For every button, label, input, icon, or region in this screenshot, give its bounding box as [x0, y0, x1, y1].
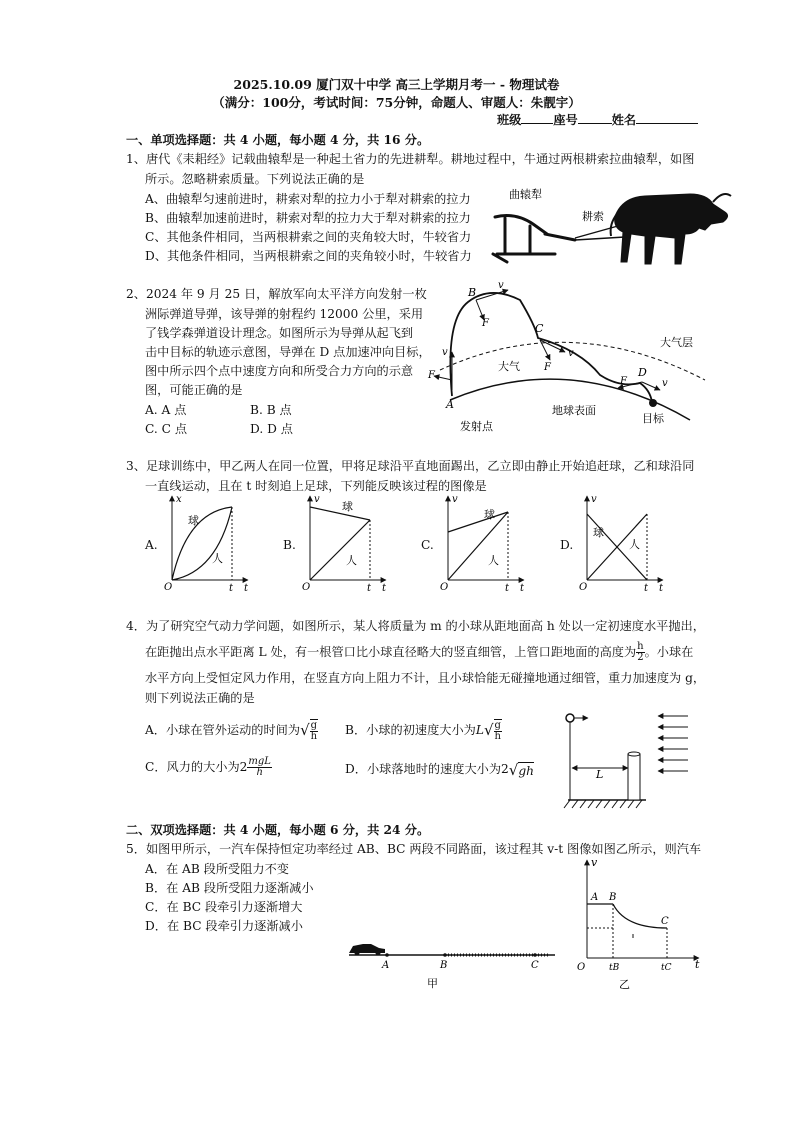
svg-text:L: L: [596, 768, 604, 781]
q5-option-c[interactable]: C．在 BC 段牵引力逐渐增大: [145, 900, 303, 914]
q3-graph-b: [300, 492, 390, 592]
atmosphere-layer-label: 大气层: [660, 336, 693, 349]
exam-title: 2025.10.09 厦门双十中学 高三上学期月考一 - 物理试卷: [233, 77, 560, 92]
svg-text:tC: tC: [661, 963, 672, 973]
svg-text:t: t: [505, 583, 510, 594]
name-blank[interactable]: [636, 111, 698, 124]
svg-text:人: 人: [488, 554, 499, 567]
q1-stem-line1: 1、唐代《耒耜经》记载曲辕犁是一种起土省力的先进耕犁。耕地过程中，牛通过两根耕索拉曲辕犁，如图: [126, 152, 695, 166]
earth-surface-label: 地球表面: [552, 404, 596, 417]
svg-text:t: t: [659, 583, 664, 594]
target-label: 目标: [642, 412, 664, 425]
q1-stem-line2: 所示。忽略耕索质量。下列说法正确的是: [145, 172, 365, 186]
q4-stem-line4: 则下列说法正确的是: [145, 691, 255, 705]
svg-text:t: t: [695, 958, 700, 971]
svg-text:v: v: [591, 856, 598, 869]
q5-stem: 5．如图甲所示，一汽车保持恒定功率经过 AB、BC 两段不同路面，该过程其 v-t 图像如图乙所示，则汽车: [126, 842, 702, 856]
svg-text:球: 球: [593, 526, 604, 539]
q4-option-d[interactable]: D．小球落地时的速度大小为2√gh: [345, 760, 535, 779]
svg-text:乙: 乙: [619, 978, 630, 991]
svg-text:O: O: [440, 582, 449, 593]
q3-graph-d: [577, 492, 667, 592]
svg-text:人: 人: [629, 538, 640, 551]
q4-stem-line1: 4．为了研究空气动力学问题，如图所示，某人将质量为 m 的小球从距地面高 h 处以一定初速度水平抛出，: [126, 619, 705, 633]
class-label: 班级: [497, 113, 522, 127]
q2-stem-line3: 了钱学森弹道设计理念。如图所示为导弹从起飞到: [145, 326, 414, 340]
point-b-label: B: [468, 286, 477, 299]
atmosphere-label: 大气: [498, 360, 520, 373]
q2-stem-line2: 洲际弹道导弹，该导弹的射程约 12000 公里，采用: [145, 307, 424, 321]
svg-text:人: 人: [212, 552, 223, 565]
q1-rope-label: 耕索: [582, 210, 604, 223]
q1-option-c[interactable]: C、其他条件相同，当两根耕索之间的夹角较大时，牛较省力: [145, 230, 472, 244]
target-point: [649, 399, 657, 407]
q3-graph-c: [438, 492, 528, 592]
car-icon: [349, 944, 385, 956]
seat-label: 座号: [553, 113, 578, 127]
svg-text:t: t: [229, 583, 234, 594]
q1-option-d[interactable]: D、其他条件相同，当两根耕索之间的夹角较小时，牛较省力: [145, 249, 472, 263]
svg-text:A: A: [382, 960, 390, 971]
ball-icon: [566, 714, 574, 722]
svg-text:球: 球: [484, 508, 495, 521]
exam-subtitle: （满分：100分，考试时间：75分钟，命题人、审题人：朱靓宇）: [212, 95, 581, 110]
section1-heading: 一、单项选择题：共 4 小题，每小题 4 分，共 16 分。: [126, 133, 430, 147]
q2-stem-line1: 2、2024 年 9 月 25 日，解放军向太平洋方向发射一枚: [126, 287, 427, 301]
fraction-h-over-2: $\frac{h}{2}$: [637, 641, 644, 663]
svg-text:O: O: [577, 962, 586, 973]
class-blank[interactable]: [521, 111, 553, 124]
svg-text:tB: tB: [609, 963, 620, 973]
q3-stem-line2: 一直线运动，且在 t 时刻追上足球，下列能反映该过程的图像是: [145, 479, 487, 493]
q5-vt-graph-yi: [575, 856, 705, 996]
q4-option-c[interactable]: C．风力的大小为2 $\frac{\text{mgL}}{h}$: [145, 756, 271, 778]
q3-option-c[interactable]: C.: [421, 538, 434, 552]
svg-text:O: O: [302, 582, 311, 593]
q4-tube-figure: [560, 708, 700, 813]
section2-heading: 二、双项选择题：共 4 小题，每小题 6 分，共 24 分。: [126, 823, 430, 837]
q2-option-a[interactable]: A. A 点: [145, 403, 187, 417]
v-label-b: v: [498, 280, 504, 291]
q5-option-d[interactable]: D．在 BC 段牵引力逐渐减小: [145, 919, 303, 933]
q1-plow-ox-figure: [485, 182, 735, 272]
q4-option-a[interactable]: A．小球在管外运动的时间为√ $\frac{g}{h}$: [145, 720, 318, 742]
q3-option-d[interactable]: D.: [560, 538, 574, 552]
q1-plow-label: 曲辕犁: [509, 188, 542, 201]
q3-option-b[interactable]: B.: [283, 538, 296, 552]
svg-text:B: B: [609, 892, 617, 903]
svg-text:v: v: [314, 494, 320, 505]
svg-text:t: t: [644, 583, 649, 594]
q4-stem-line2: 在距抛出点水平距离 L 处，有一根管口比小球直径略大的竖直细管，上管口距地面的高度为 $\frac{h}{2}$ 。小球在: [145, 641, 694, 663]
q1-option-b[interactable]: B、曲辕犁加速前进时，耕索对犁的拉力大于犁对耕索的拉力: [145, 211, 471, 225]
plow-icon: [493, 216, 575, 262]
q2-option-c[interactable]: C. C 点: [145, 422, 188, 436]
ox-icon: [611, 194, 731, 264]
f-label-a: F: [428, 370, 435, 381]
q4-option-b[interactable]: B．小球的初速度大小为L√ $\frac{g}{h}$: [345, 720, 501, 742]
svg-text:t: t: [520, 583, 525, 594]
student-info-row: [497, 111, 698, 128]
f-label-b: F: [482, 318, 489, 329]
launch-point-label: 发射点: [460, 420, 493, 433]
svg-text:t: t: [367, 583, 372, 594]
svg-text:人: 人: [346, 554, 357, 567]
q3-option-a[interactable]: A.: [145, 538, 158, 552]
q3-graph-a: [162, 492, 252, 592]
v-label-c: v: [568, 348, 574, 359]
v-label-a: v: [442, 347, 448, 358]
seat-blank[interactable]: [578, 111, 612, 124]
svg-text:球: 球: [342, 500, 353, 513]
svg-text:t: t: [382, 583, 387, 594]
q2-stem-line4: 击中目标的轨迹示意图，导弹在 D 点加速冲向目标，: [145, 345, 431, 359]
svg-text:球: 球: [188, 514, 199, 527]
q2-stem-line5: 图中所示四个点中速度方向和所受合力方向的示意: [145, 364, 414, 378]
svg-text:A: A: [591, 892, 599, 903]
svg-text:v: v: [452, 494, 458, 505]
svg-text:O: O: [164, 582, 173, 593]
svg-text:t: t: [244, 583, 249, 594]
q2-option-b[interactable]: B. B 点: [250, 403, 292, 417]
q5-option-b[interactable]: B．在 AB 段所受阻力逐渐减小: [145, 881, 314, 895]
svg-text:v: v: [591, 494, 597, 505]
svg-text:x: x: [176, 494, 182, 505]
svg-text:B: B: [440, 960, 448, 971]
svg-text:C: C: [661, 916, 669, 927]
q5-option-a[interactable]: A．在 AB 段所受阻力不变: [145, 862, 289, 876]
q2-option-d[interactable]: D. D 点: [250, 422, 293, 436]
q2-stem-line6: 图，可能正确的是: [145, 383, 243, 397]
point-c-label: C: [535, 322, 544, 335]
vertical-tube: [628, 754, 640, 800]
q4-stem-line3: 水平方向上受恒定风力作用，在竖直方向上阻力不计，且小球恰能无碰撞地通过细管，重力加速度为 g，: [145, 671, 706, 685]
svg-text:O: O: [579, 582, 588, 593]
rope-2: [575, 237, 625, 240]
svg-text:甲: 甲: [427, 977, 438, 990]
q5-road-figure-jia: [345, 935, 560, 993]
svg-text:C: C: [531, 960, 539, 971]
q3-stem-line1: 3、足球训练中，甲乙两人在同一位置，甲将足球沿平直地面踢出，乙立即由静止开始追赶球，乙和球沿同: [126, 459, 695, 473]
v-label-d: v: [662, 378, 668, 389]
q2-trajectory-figure: [420, 280, 710, 440]
name-label: 姓名: [611, 113, 637, 127]
f-label-d: F: [620, 376, 627, 387]
f-label-c: F: [544, 362, 551, 373]
q1-option-a[interactable]: A、曲辕犁匀速前进时，耕索对犁的拉力小于犁对耕索的拉力: [145, 192, 471, 206]
wind-arrows: [658, 716, 688, 771]
point-a-label: A: [446, 398, 454, 411]
point-d-label: D: [638, 366, 647, 379]
